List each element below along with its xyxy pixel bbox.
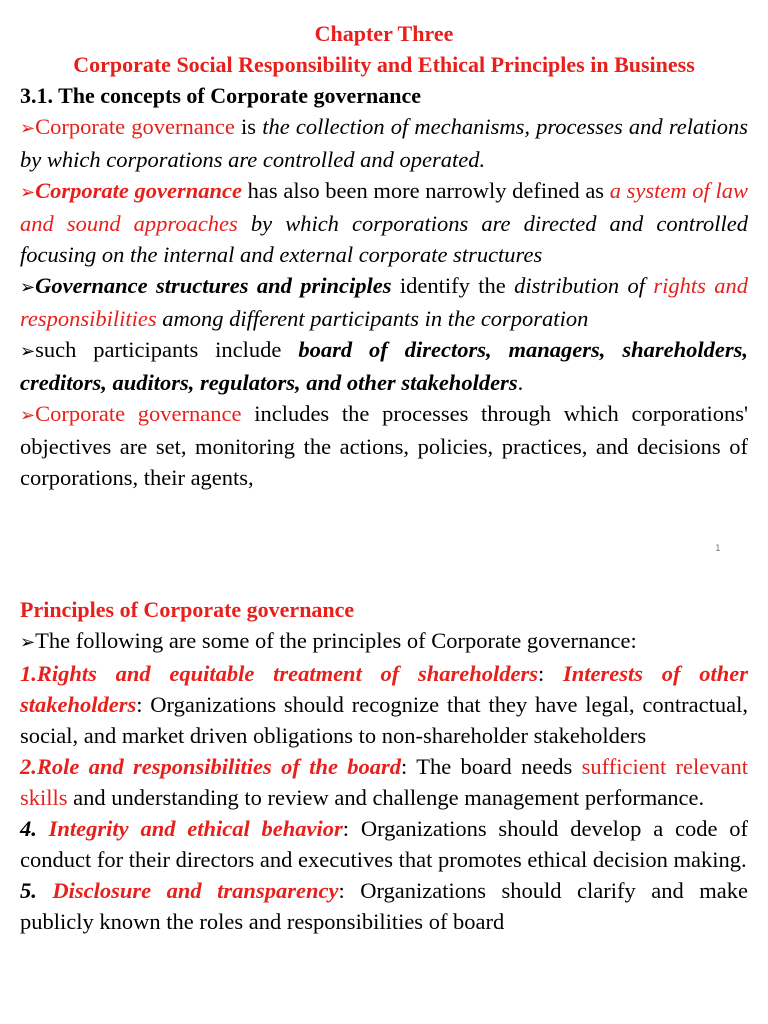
arrow-bullet-icon: ➢	[20, 405, 36, 426]
slide-1	[20, 18, 748, 493]
principle-5: 5. Disclosure and transparency: Organizations should clarify and make publicly known the roles and responsibilities of board	[20, 878, 748, 934]
bullet-5: ➢Corporate governance includes the processes through which corporations' objectives are set, monitoring the actions, policies, practices, and decisions of corporations, their agents,	[20, 401, 749, 490]
principle-1: 1.Rights and equitable treatment of shareholders: Interests of other stakeholders: Organizations should recognize that they have legal, contractual, social, and market driven obligations to non-shareholder stakeholders	[20, 661, 748, 748]
slide-2	[20, 594, 748, 937]
page-number: 1	[715, 544, 721, 554]
arrow-bullet-icon: ➢	[20, 632, 36, 653]
bullet-4: ➢such participants include board of directors, managers, shareholders, creditors, auditors, regulators, and other stakeholders.	[20, 337, 748, 395]
principle-4: 4. Integrity and ethical behavior: Organizations should develop a code of conduct for their directors and executives that promotes ethical decision making.	[20, 816, 748, 872]
principles-intro: ➢The following are some of the principles of Corporate governance:	[20, 628, 637, 653]
arrow-bullet-icon: ➢	[20, 341, 36, 362]
chapter-heading: Chapter Three	[314, 21, 454, 46]
arrow-bullet-icon: ➢	[20, 182, 36, 203]
principles-heading: Principles of Corporate governance	[20, 597, 355, 622]
bullet-3: ➢Governance structures and principles identify the distribution of rights and responsibilities among different participants in the corporation	[20, 273, 748, 331]
arrow-bullet-icon: ➢	[20, 277, 36, 298]
principle-2: 2.Role and responsibilities of the board: The board needs sufficient relevant skills and understanding to review and challenge management performance.	[20, 754, 748, 810]
bullet-2: ➢Corporate governance has also been more narrowly defined as a system of law and sound approaches by which corporations are directed and controlled focusing on the internal and external corporate structures	[20, 178, 748, 267]
bullet-1: ➢Corporate governance is the collection of mechanisms, processes and relations by which corporations are controlled and operated.	[20, 114, 748, 172]
arrow-bullet-icon: ➢	[20, 118, 36, 139]
section-heading: 3.1. The concepts of Corporate governance	[20, 83, 422, 108]
chapter-title: Corporate Social Responsibility and Ethical Principles in Business	[73, 52, 695, 77]
